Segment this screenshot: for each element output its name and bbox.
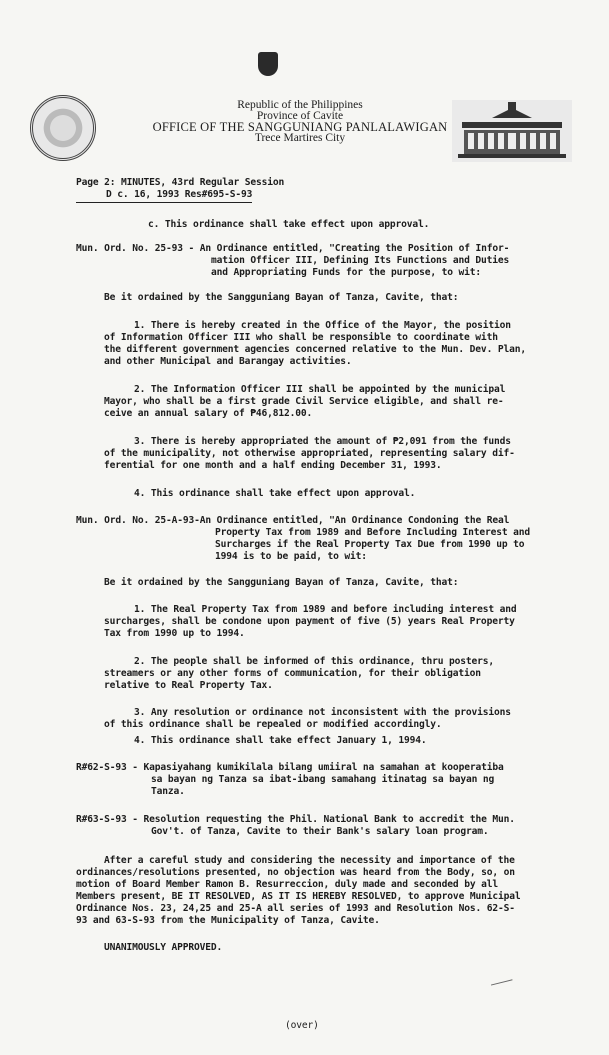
body-line: After a careful study and considering the necessity and importance of the bbox=[104, 855, 515, 866]
letterhead-office: OFFICE OF THE SANGGUNIANG PANLALAWIGAN bbox=[152, 120, 448, 134]
body-line: and other Municipal and Barangay activities. bbox=[104, 356, 352, 367]
page-header-line1: Page 2: MINUTES, 43rd Regular Session bbox=[76, 177, 285, 188]
body-line: 1. The Real Property Tax from 1989 and before including interest and bbox=[134, 604, 517, 615]
body-line: Surcharges if the Real Property Tax Due from 1990 up to bbox=[215, 539, 525, 550]
body-line: Be it ordained by the Sangguniang Bayan of Tanza, Cavite, that: bbox=[104, 292, 459, 303]
letterhead bbox=[150, 100, 450, 144]
body-line: 3. There is hereby appropriated the amount of ₱2,091 from the funds bbox=[134, 436, 511, 447]
letterhead-country: Republic of the Philippines bbox=[237, 99, 363, 111]
body-line: relative to Real Property Tax. bbox=[104, 680, 273, 691]
body-line: Mun. Ord. No. 25-A-93-An Ordinance entitled, "An Ordinance Condoning the Real bbox=[76, 515, 510, 526]
body-line: Property Tax from 1989 and Before Including Interest and bbox=[215, 527, 531, 538]
letterhead-province: Province of Cavite bbox=[256, 110, 344, 122]
body-line: the different government agencies concerned relative to the Mun. Dev. Plan, bbox=[104, 344, 526, 355]
body-line: of Information Officer III who shall be responsible to coordinate with bbox=[104, 332, 498, 343]
body-line: Tax from 1990 up to 1994. bbox=[104, 628, 245, 639]
body-line: Members present, BE IT RESOLVED, AS IT IS HEREBY RESOLVED, to approve Municipal bbox=[76, 891, 521, 902]
crest-emblem bbox=[258, 52, 278, 76]
body-line: 4. This ordinance shall take effect January 1, 1994. bbox=[134, 735, 427, 746]
body-line: 1. There is hereby created in the Office of the Mayor, the position bbox=[134, 320, 511, 331]
body-line: 3. Any resolution or ordinance not inconsistent with the provisions bbox=[134, 707, 511, 718]
body-line: Gov't. of Tanza, Cavite to their Bank's salary loan program. bbox=[151, 826, 489, 837]
page-header-line2: D c. 16, 1993 Res#695-S-93 bbox=[76, 189, 252, 203]
body-line: Be it ordained by the Sangguniang Bayan of Tanza, Cavite, that: bbox=[104, 577, 459, 588]
body-line: R#63-S-93 - Resolution requesting the Phil. National Bank to accredit the Mun. bbox=[76, 814, 515, 825]
body-line: Mayor, who shall be a first grade Civil Service eligible, and shall re- bbox=[104, 396, 504, 407]
body-line: ceive an annual salary of ₱46,812.00. bbox=[104, 408, 313, 419]
body-line: Ordinance Nos. 23, 24,25 and 25-A all series of 1993 and Resolution Nos. 62-S- bbox=[76, 903, 515, 914]
body-line: streamers or any other forms of communication, for their obligation bbox=[104, 668, 481, 679]
body-line: ordinances/resolutions presented, no objection was heard from the Body, so, on bbox=[76, 867, 515, 878]
initials-mark bbox=[489, 973, 512, 985]
body-line: UNANIMOUSLY APPROVED. bbox=[104, 942, 223, 953]
body-line: 1994 is to be paid, to wit: bbox=[215, 551, 367, 562]
body-line: 93 and 63-S-93 from the Municipality of Tanza, Cavite. bbox=[76, 915, 380, 926]
body-line: motion of Board Member Ramon B. Resurreccion, duly made and seconded by all bbox=[76, 879, 498, 890]
body-line: surcharges, shall be condone upon payment of five (5) years Real Property bbox=[104, 616, 515, 627]
body-line: of the municipality, not otherwise appropriated, representing salary dif- bbox=[104, 448, 515, 459]
body-line: of this ordinance shall be repealed or modified accordingly. bbox=[104, 719, 442, 730]
body-line: c. This ordinance shall take effect upon approval. bbox=[148, 219, 430, 230]
over-label: (over) bbox=[285, 1020, 319, 1031]
provincial-seal bbox=[30, 95, 96, 161]
body-line: ferential for one month and a half ending December 31, 1993. bbox=[104, 460, 442, 471]
body-line: R#62-S-93 - Kapasiyahang kumikilala bilang umiiral na samahan at kooperatiba bbox=[76, 762, 504, 773]
body-line: Mun. Ord. No. 25-93 - An Ordinance entitled, "Creating the Position of Infor- bbox=[76, 243, 510, 254]
letterhead-city: Trece Martires City bbox=[254, 132, 346, 144]
body-line: Tanza. bbox=[151, 786, 185, 797]
body-line: and Appropriating Funds for the purpose, to wit: bbox=[211, 267, 482, 278]
body-line: 2. The Information Officer III shall be appointed by the municipal bbox=[134, 384, 506, 395]
body-line: 2. The people shall be informed of this ordinance, thru posters, bbox=[134, 656, 495, 667]
body-line: 4. This ordinance shall take effect upon approval. bbox=[134, 488, 416, 499]
capitol-building-logo bbox=[452, 100, 572, 162]
body-line: mation Officer III, Defining Its Functions and Duties bbox=[211, 255, 510, 266]
body-line: sa bayan ng Tanza sa ibat-ibang samahang itinatag sa bayan ng bbox=[151, 774, 495, 785]
